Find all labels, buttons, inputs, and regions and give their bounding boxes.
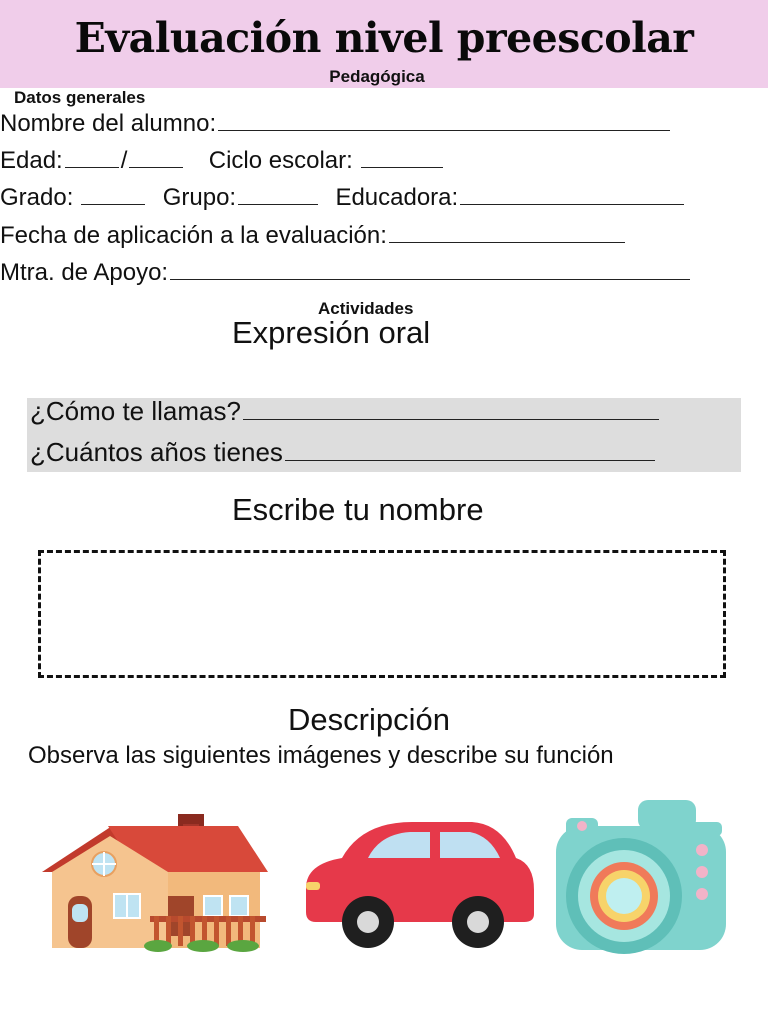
question-age[interactable]: [30, 437, 655, 468]
age-cycle-field[interactable]: [0, 147, 445, 175]
support-teacher-field[interactable]: [0, 259, 692, 287]
question-name-line[interactable]: [243, 397, 659, 420]
write-name-heading: Escribe tu nombre: [232, 492, 484, 527]
support-teacher-line[interactable]: [170, 259, 690, 280]
application-date-label: Fecha de aplicación a la evaluación:: [0, 222, 387, 249]
grade-group-teacher-field[interactable]: [0, 184, 686, 212]
group-label: Grupo:: [162, 184, 237, 211]
grade-label: Grado:: [0, 184, 74, 211]
question-age-text: ¿Cuántos años tienes: [30, 437, 283, 467]
car-icon: [302, 818, 538, 954]
question-age-line[interactable]: [285, 438, 655, 461]
application-date-line[interactable]: [389, 222, 625, 243]
house-icon: [38, 812, 270, 952]
page-title: Evaluación nivel preescolar: [74, 14, 694, 62]
teacher-label: Educadora:: [335, 184, 459, 211]
age-separator: /: [120, 147, 128, 174]
grade-line[interactable]: [81, 184, 145, 205]
age-label: Edad:: [0, 147, 63, 174]
student-name-field[interactable]: [0, 110, 672, 138]
cycle-label: Ciclo escolar:: [208, 147, 353, 174]
description-instruction: Observa las siguientes imágenes y describe su función: [28, 742, 614, 769]
teacher-line[interactable]: [460, 184, 684, 205]
activities-section-label: Actividades: [318, 299, 414, 318]
description-heading: Descripción: [288, 702, 450, 737]
name-writing-box[interactable]: [38, 550, 726, 678]
age-line-1[interactable]: [65, 147, 119, 168]
student-name-line[interactable]: [218, 110, 670, 131]
cycle-line[interactable]: [361, 147, 443, 168]
general-section-label: Datos generales: [14, 88, 146, 107]
question-name-text: ¿Cómo te llamas?: [30, 396, 241, 426]
question-name[interactable]: [30, 396, 659, 427]
camera-icon: [552, 796, 732, 956]
student-name-label: Nombre del alumno:: [0, 110, 217, 137]
application-date-field[interactable]: [0, 222, 627, 250]
age-line-2[interactable]: [129, 147, 183, 168]
support-teacher-label: Mtra. de Apoyo:: [0, 259, 169, 286]
group-line[interactable]: [238, 184, 318, 205]
page-subtitle: Pedagógica: [329, 67, 425, 86]
oral-expression-heading: Expresión oral: [232, 315, 431, 350]
